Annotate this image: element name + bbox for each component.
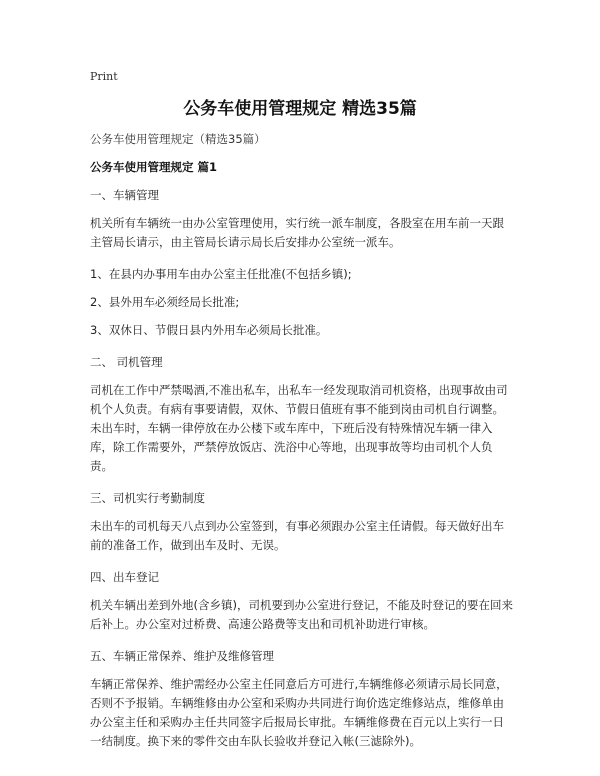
section-2-paragraph: 司机在工作中严禁喝酒,不准出私车，出私车一经发现取消司机资格，出现事故由司机个人负责。有病有事要请假，双休、节假日值班有事不能到岗由司机自行调整。未出车时，车辆一律停放在办公楼下或车库中，下班后没有特殊情况车辆一律入库，除工作需要外，严禁停放饭店、洗浴中心等地，出现事故等均由司机个人负责。 <box>90 383 508 473</box>
page-title: 公务车使用管理规定 精选35篇 <box>183 99 417 119</box>
article-heading: 公务车使用管理规定 篇1 <box>90 160 218 174</box>
document-body <box>90 130 515 764</box>
section-heading-1: 一、车辆管理 <box>90 188 159 202</box>
section-3-paragraph: 未出车的司机每天八点到办公室签到，有事必须跟办公室主任请假。每天做好出车前的准备工作，做到出车及时、无误。 <box>90 519 504 552</box>
section-heading-2: 二、 司机管理 <box>90 355 163 369</box>
section-5-paragraph: 车辆正常保养、维护需经办公室主任同意后方可进行,车辆维修必须请示局长同意，否则不予报销。车辆维修由办公室和采购办共同进行询价选定维修站点，维修单由办公室主任和采购办主任共同签字后报局长审批。车辆维修费在百元以上实行一日一结制度。换下来的零件交由车队长验收并登记入帐(三滤除外)。 <box>90 677 508 748</box>
section-heading-5: 五、车辆正常保养、维护及维修管理 <box>90 649 274 663</box>
section-1-paragraph: 机关所有车辆统一由办公室管理使用，实行统一派车制度，各股室在用车前一天跟主管局长请示，由主管局长请示局长后安排办公室统一派车。 <box>90 216 504 249</box>
section-1-item-3: 3、双休日、节假日县内外用车必须局长批准。 <box>90 323 328 337</box>
section-1-item-2: 2、县外用车必须经局长批准; <box>90 295 240 309</box>
print-link[interactable]: Print <box>90 70 118 83</box>
section-heading-3: 三、司机实行考勤制度 <box>90 491 205 505</box>
document-subtitle: 公务车使用管理规定（精选35篇） <box>90 132 266 146</box>
section-1-item-1: 1、在县内办事用车由办公室主任批准(不包括乡镇); <box>90 267 352 281</box>
section-heading-4: 四、出车登记 <box>90 570 159 584</box>
section-4-paragraph: 机关车辆出差到外地(含乡镇)，司机要到办公室进行登记，不能及时登记的要在回来后补上。办公室对过桥费、高速公路费等支出和司机补助进行审核。 <box>90 598 513 631</box>
